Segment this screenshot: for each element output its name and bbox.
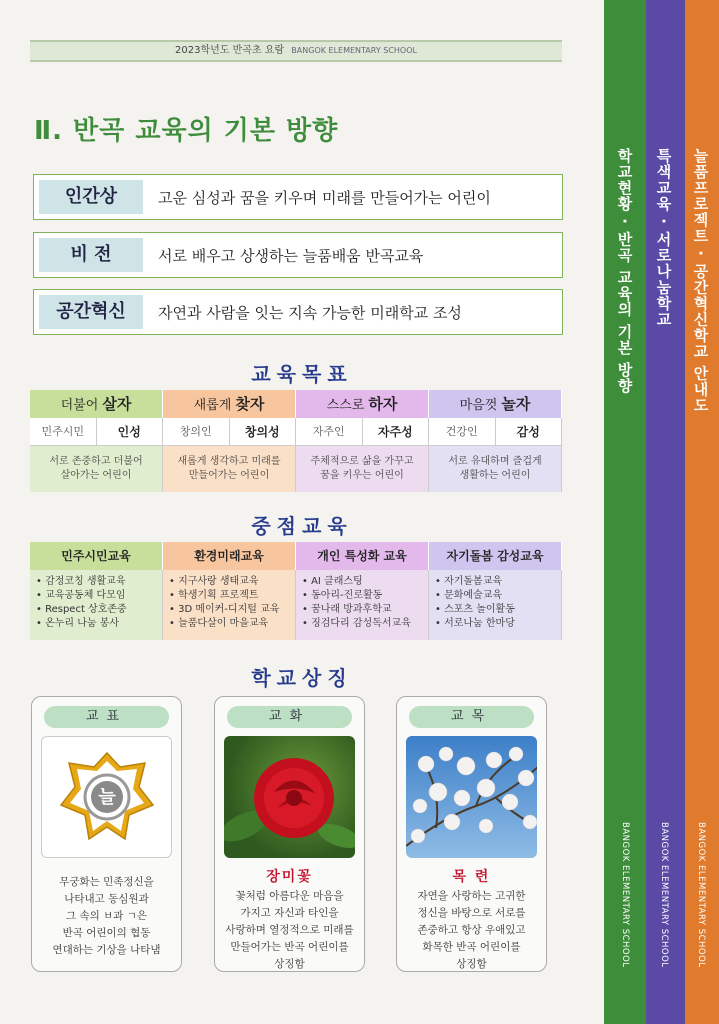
side-tab-1[interactable] [604,0,646,1024]
side-tab-3-en: BANGOK ELEMENTARY SCHOOL [696,822,706,968]
symbol-card-emblem [31,696,182,972]
vision-row-vision [33,232,563,278]
focus-list: • 자기돌봄교육 • 문화예술교육 • 스포츠 놀이활동 • 서로나눔 한마당 [429,570,562,640]
focus-list: • 지구사랑 생태교육 • 학생기획 프로젝트 • 3D 메이커-디지털 교육 • 늘품다살이 마을교육 [163,570,296,640]
focus-head: 개인 특성화 교육 [296,542,429,570]
symbol-card-tree [396,696,547,972]
side-tab-2-label: 특색교육 · 서로나눔학교 [654,148,673,328]
side-tab-1-label: 학교현황 · 반곡 교육의 기본 방향 [615,148,634,394]
goal-head: 마음껏 놀자 [429,390,562,418]
page-title: Ⅱ. 반곡 교육의 기본 방향 [34,116,339,146]
symbol-desc: 꽃처럼 아름다운 마음을 가지고 자신과 타인을 사랑하며 열정적으로 미래를 만들어가는 반곡 어린이를 상징함 [225,890,354,970]
symbol-head: 교표 [44,706,169,728]
svg-text:늘: 늘 [98,787,116,808]
vision-label: 비 전 [39,238,143,272]
symbol-card-flower [214,696,365,972]
vision-text: 서로 배우고 상생하는 늘품배움 반곡교육 [158,246,424,265]
side-tab-3[interactable] [683,0,719,1024]
focus-head: 환경미래교육 [163,542,296,570]
symbol-desc: 자연을 사랑하는 고귀한 정신을 바탕으로 서로를 존중하고 항상 우애있고 화목한 반곡 어린이를 상징함 [417,890,526,970]
header-title: 2023학년도 반곡초 요람 [175,45,285,56]
symbol-desc: 무궁화는 민족정신을 나타내고 동심원과 그 속의 ㅂ과 ㄱ은 반곡 어린이의 협동 연대하는 기상을 나타냄 [52,876,161,956]
focus-list: • AI 클래스팅 • 동아리-진로활동 • 꿈나래 방과후학교 • 징검다리 감성독서교육 [296,570,429,640]
goal-head: 더불어 살자 [30,390,163,418]
goal-head: 새롭게 찾자 [163,390,296,418]
goals-table [30,390,562,492]
school-emblem-icon [41,736,172,858]
goals-title: 교육목표 [251,362,353,386]
focus-title: 중점교육 [251,514,353,538]
symbols-title: 학교상징 [251,666,353,690]
focus-head: 민주시민교육 [30,542,163,570]
goal-sub: 민주시민 인성 [30,418,163,446]
side-tab-2[interactable] [643,0,685,1024]
goal-desc: 새롭게 생각하고 미래를 만들어가는 어린이 [163,446,296,492]
symbol-head: 교화 [227,706,352,728]
goal-sub: 창의인 창의성 [163,418,296,446]
goal-sub: 건강인 감성 [429,418,562,446]
side-tab-3-label: 늘품프로젝트 · 공간혁신학교 안내도 [691,148,710,414]
magnolia-image [406,736,537,858]
page-header [30,40,562,62]
goal-desc: 주체적으로 삶을 가꾸고 꿈을 키우는 어린이 [296,446,429,492]
side-tab-1-en: BANGOK ELEMENTARY SCHOOL [620,822,630,968]
goal-desc: 서로 존중하고 더불어 살아가는 어린이 [30,446,163,492]
symbol-head: 교목 [409,706,534,728]
focus-table [30,542,562,640]
focus-head: 자기돌봄 감성교육 [429,542,562,570]
symbol-name: 목 련 [452,869,491,885]
vision-row-space [33,289,563,335]
vision-label: 인간상 [39,180,143,214]
goal-head: 스스로 하자 [296,390,429,418]
symbol-name: 장미꽃 [266,869,313,885]
goal-sub: 자주인 자주성 [296,418,429,446]
vision-text: 고운 심성과 꿈을 키우며 미래를 만들어가는 어린이 [158,188,491,207]
vision-row-human [33,174,563,220]
vision-text: 자연과 사람을 잇는 지속 가능한 미래학교 조성 [158,303,462,322]
goal-desc: 서로 유대하며 즐겁게 생활하는 어린이 [429,446,562,492]
side-tab-2-en: BANGOK ELEMENTARY SCHOOL [659,822,669,968]
rose-image [224,736,355,858]
header-school-en: BANGOK ELEMENTARY SCHOOL [291,46,417,55]
focus-list: • 감정코칭 생활교육 • 교육공동체 다모임 • Respect 상호존중 • 온누리 나눔 봉사 [30,570,163,640]
vision-label: 공간혁신 [39,295,143,329]
